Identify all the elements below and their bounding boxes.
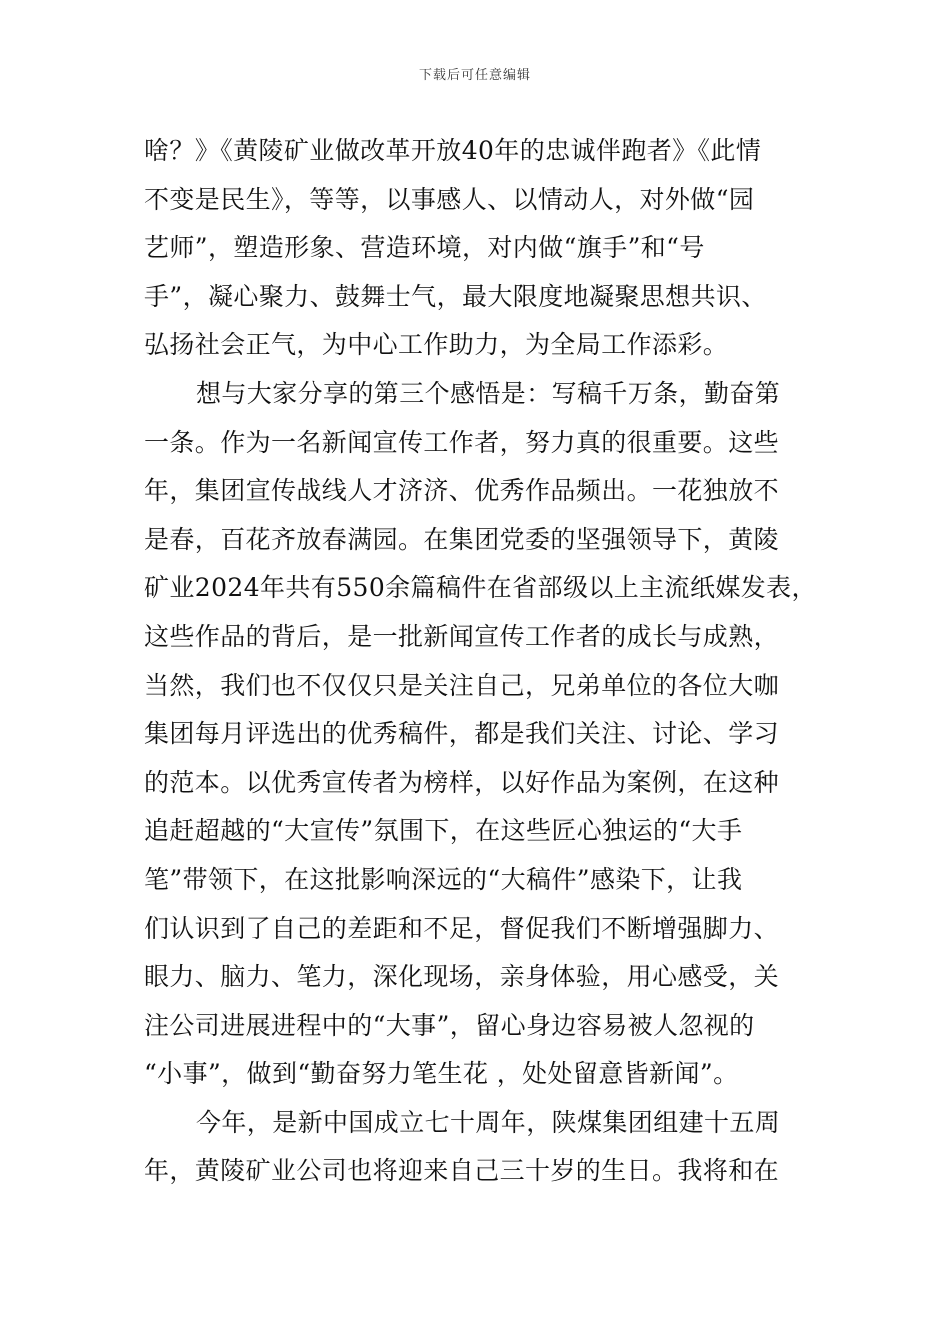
text-line: 手”，凝心聚力、鼓舞士气，最大限度地凝聚思想共识、 xyxy=(144,281,767,311)
text-line: 们认识到了自己的差距和不足，督促我们不断增强脚力、 xyxy=(144,913,780,943)
text-line: 眼力、脑力、笔力，深化现场，亲身体验，用心感受，关 xyxy=(144,962,780,992)
text-line: 当然，我们也不仅仅只是关注自己，兄弟单位的各位大咖 xyxy=(144,670,780,700)
text-line: 艺师”，塑造形象、营造环境，对内做“旗手”和“号 xyxy=(144,233,705,263)
text-line: 不变是民生》，等等，以事感人、以情动人，对外做“园 xyxy=(144,184,755,214)
text-line: 注公司进展进程中的“大事”，留心身边容易被人忽视的 xyxy=(144,1010,755,1040)
text-line: 今年，是新中国成立七十周年，陕煤集团组建十五周 xyxy=(196,1107,781,1137)
text-line: 是春，百花齐放春满园。在集团党委的坚强领导下，黄陵 xyxy=(144,524,780,554)
text-line: 想与大家分享的第三个感悟是：写稿千万条，勤奋第 xyxy=(196,378,781,408)
text-line: 这些作品的背后，是一批新闻宣传工作者的成长与成熟， xyxy=(144,621,780,651)
paragraph xyxy=(144,1099,824,1196)
text-line: 集团每月评选出的优秀稿件，都是我们关注、讨论、学习 xyxy=(144,719,780,749)
text-line: 追赶超越的“大宣传”氛围下，在这些匠心独运的“大手 xyxy=(144,816,743,846)
text-line: 弘扬社会正气，为中心工作助力，为全局工作添彩。 xyxy=(144,330,729,360)
paragraph xyxy=(144,127,824,370)
text-line: 矿业2024年共有550余篇稿件在省部级以上主流纸媒发表， xyxy=(144,573,817,603)
text-line: 年，黄陵矿业公司也将迎来自己三十岁的生日。我将和在 xyxy=(144,1156,780,1186)
paragraph xyxy=(144,370,824,1099)
text-line: 啥？》《黄陵矿业做改革开放40年的忠诚伴跑者》《此情 xyxy=(144,136,762,165)
text-line: 的范本。以优秀宣传者为榜样，以好作品为案例，在这种 xyxy=(144,767,780,797)
text-line: “小事”，做到“勤奋努力笔生花 ，处处留意皆新闻”。 xyxy=(144,1059,739,1089)
page-header-note: 下载后可任意编辑 xyxy=(418,68,531,83)
text-line: 一条。作为一名新闻宣传工作者，努力真的很重要。这些 xyxy=(144,427,780,457)
text-line: 笔”带领下，在这批影响深远的“大稿件”感染下，让我 xyxy=(144,864,743,894)
document-body xyxy=(144,127,824,1196)
text-line: 年，集团宣传战线人才济济、优秀作品频出。一花独放不 xyxy=(144,476,780,506)
